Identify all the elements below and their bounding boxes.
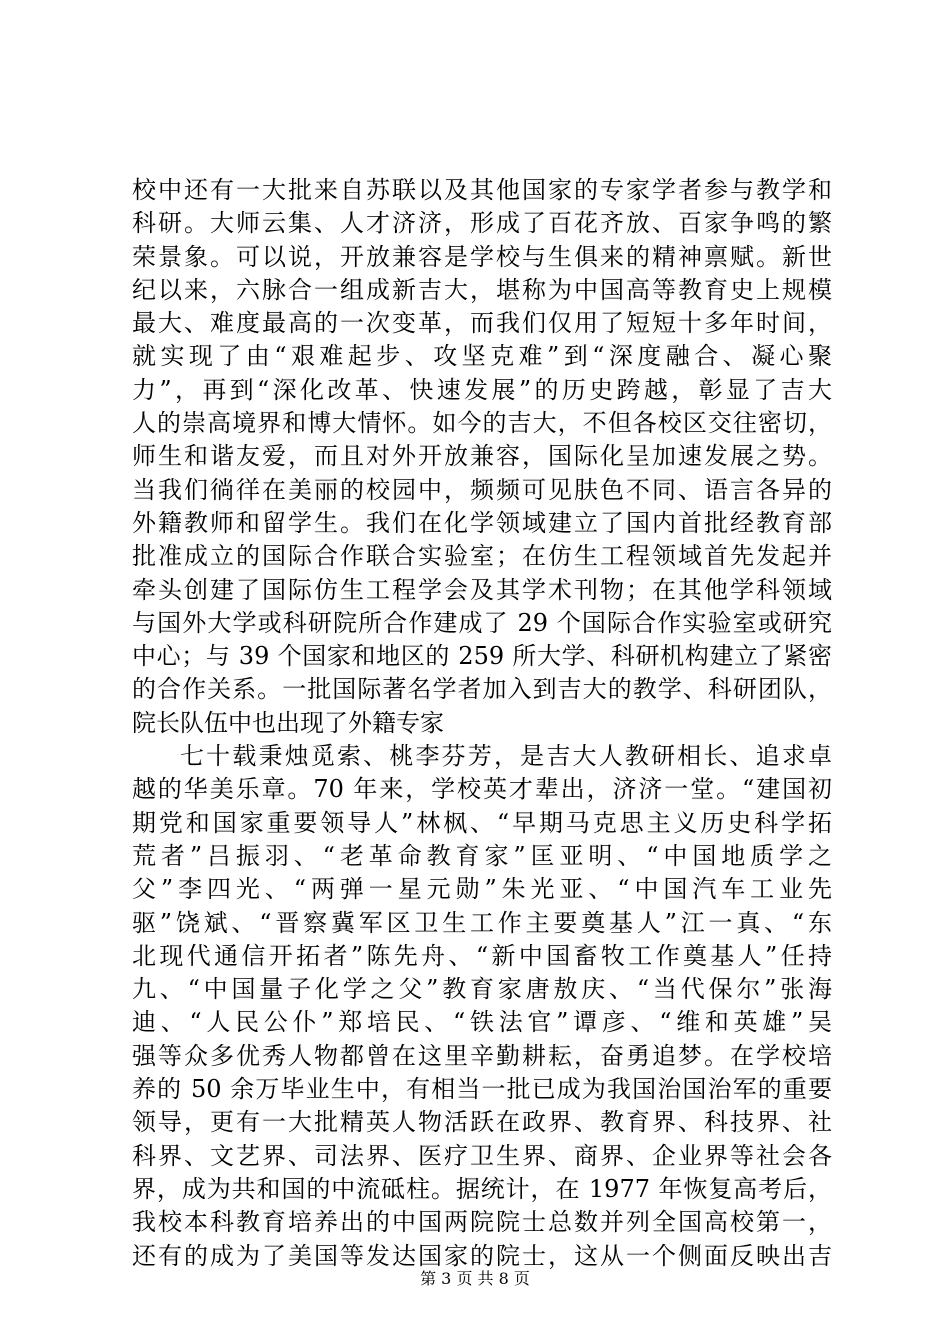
text-line: 我校本科教育培养出的中国两院院士总数并列全国高校第一， xyxy=(132,1208,832,1237)
body-text xyxy=(132,174,832,1273)
text-line: 批准成立的国际合作联合实验室；在仿生工程领域首先发起并 xyxy=(132,542,832,571)
text-line: 强等众多优秀人物都曾在这里辛勤耕耘，奋勇追梦。在学校培 xyxy=(132,1041,832,1070)
text-line: 期党和国家重要领导人”林枫、“早期马克思主义历史科学拓 xyxy=(132,808,832,837)
text-line: 父”李四光、“两弹一星元勋”朱光亚、“中国汽车工业先 xyxy=(132,875,832,904)
text-line: 还有的成为了美国等发达国家的院士，这从一个侧面反映出吉 xyxy=(132,1241,832,1270)
text-line: 九、“中国量子化学之父”教育家唐敖庆、“当代保尔”张海 xyxy=(132,975,832,1004)
text-line: 迪、“人民公仆”郑培民、“铁法官”谭彦、“维和英雄”吴 xyxy=(132,1008,832,1037)
text-line: 科界、文艺界、司法界、医疗卫生界、商界、企业界等社会各 xyxy=(132,1141,832,1170)
text-line: 越的华美乐章。70 年来，学校英才辈出，济济一堂。“建国初 xyxy=(132,775,832,804)
text-line-paragraph-start: 七十载秉烛觅索、桃李芬芳，是吉大人教研相长、追求卓 xyxy=(180,742,832,771)
text-line-paragraph-end: 院长队伍中也出现了外籍专家 xyxy=(132,708,444,737)
text-line: 北现代通信开拓者”陈先舟、“新中国畜牧工作奠基人”任持 xyxy=(132,941,832,970)
text-line: 领导，更有一大批精英人物活跃在政界、教育界、科技界、社 xyxy=(132,1108,832,1137)
text-line: 力”，再到“深化改革、快速发展”的历史跨越，彰显了吉大 xyxy=(132,375,832,404)
page-number-label: 第 3 页 共 8 页 xyxy=(420,1269,530,1288)
text-line: 人的崇高境界和博大情怀。如今的吉大，不但各校区交往密切， xyxy=(132,409,832,438)
text-line: 荣景象。可以说，开放兼容是学校与生俱来的精神禀赋。新世 xyxy=(132,242,832,271)
text-line: 校中还有一大批来自苏联以及其他国家的专家学者参与教学和 xyxy=(132,176,832,204)
text-line: 最大、难度最高的一次变革，而我们仅用了短短十多年时间， xyxy=(132,309,832,338)
text-line: 纪以来，六脉合一组成新吉大，堪称为中国高等教育史上规模 xyxy=(132,275,832,304)
text-line: 外籍教师和留学生。我们在化学领域建立了国内首批经教育部 xyxy=(132,508,832,537)
page-footer xyxy=(0,1268,950,1290)
text-line: 养的 50 余万毕业生中，有相当一批已成为我国治国治军的重要 xyxy=(132,1075,832,1104)
text-line: 科研。大师云集、人才济济，形成了百花齐放、百家争鸣的繁 xyxy=(132,209,832,238)
text-line: 驱”饶斌、“晋察冀军区卫生工作主要奠基人”江一真、“东 xyxy=(132,908,832,937)
text-line: 师生和谐友爱，而且对外开放兼容，国际化呈加速发展之势。 xyxy=(132,442,832,471)
text-line: 就实现了由“艰难起步、攻坚克难”到“深度融合、凝心聚 xyxy=(132,342,832,371)
text-line: 牵头创建了国际仿生工程学会及其学术刊物；在其他学科领域 xyxy=(132,575,832,604)
text-line: 中心；与 39 个国家和地区的 259 所大学、科研机构建立了紧密 xyxy=(132,642,832,671)
text-line: 荒者”吕振羽、“老革命教育家”匡亚明、“中国地质学之 xyxy=(132,841,832,870)
text-line: 当我们徜徉在美丽的校园中，频频可见肤色不同、语言各异的 xyxy=(132,475,832,504)
text-line: 的合作关系。一批国际著名学者加入到吉大的教学、科研团队， xyxy=(132,675,832,704)
text-line: 界，成为共和国的中流砥柱。据统计，在 1977 年恢复高考后， xyxy=(132,1174,832,1203)
text-line: 与国外大学或科研院所合作建成了 29 个国际合作实验室或研究 xyxy=(132,608,832,637)
